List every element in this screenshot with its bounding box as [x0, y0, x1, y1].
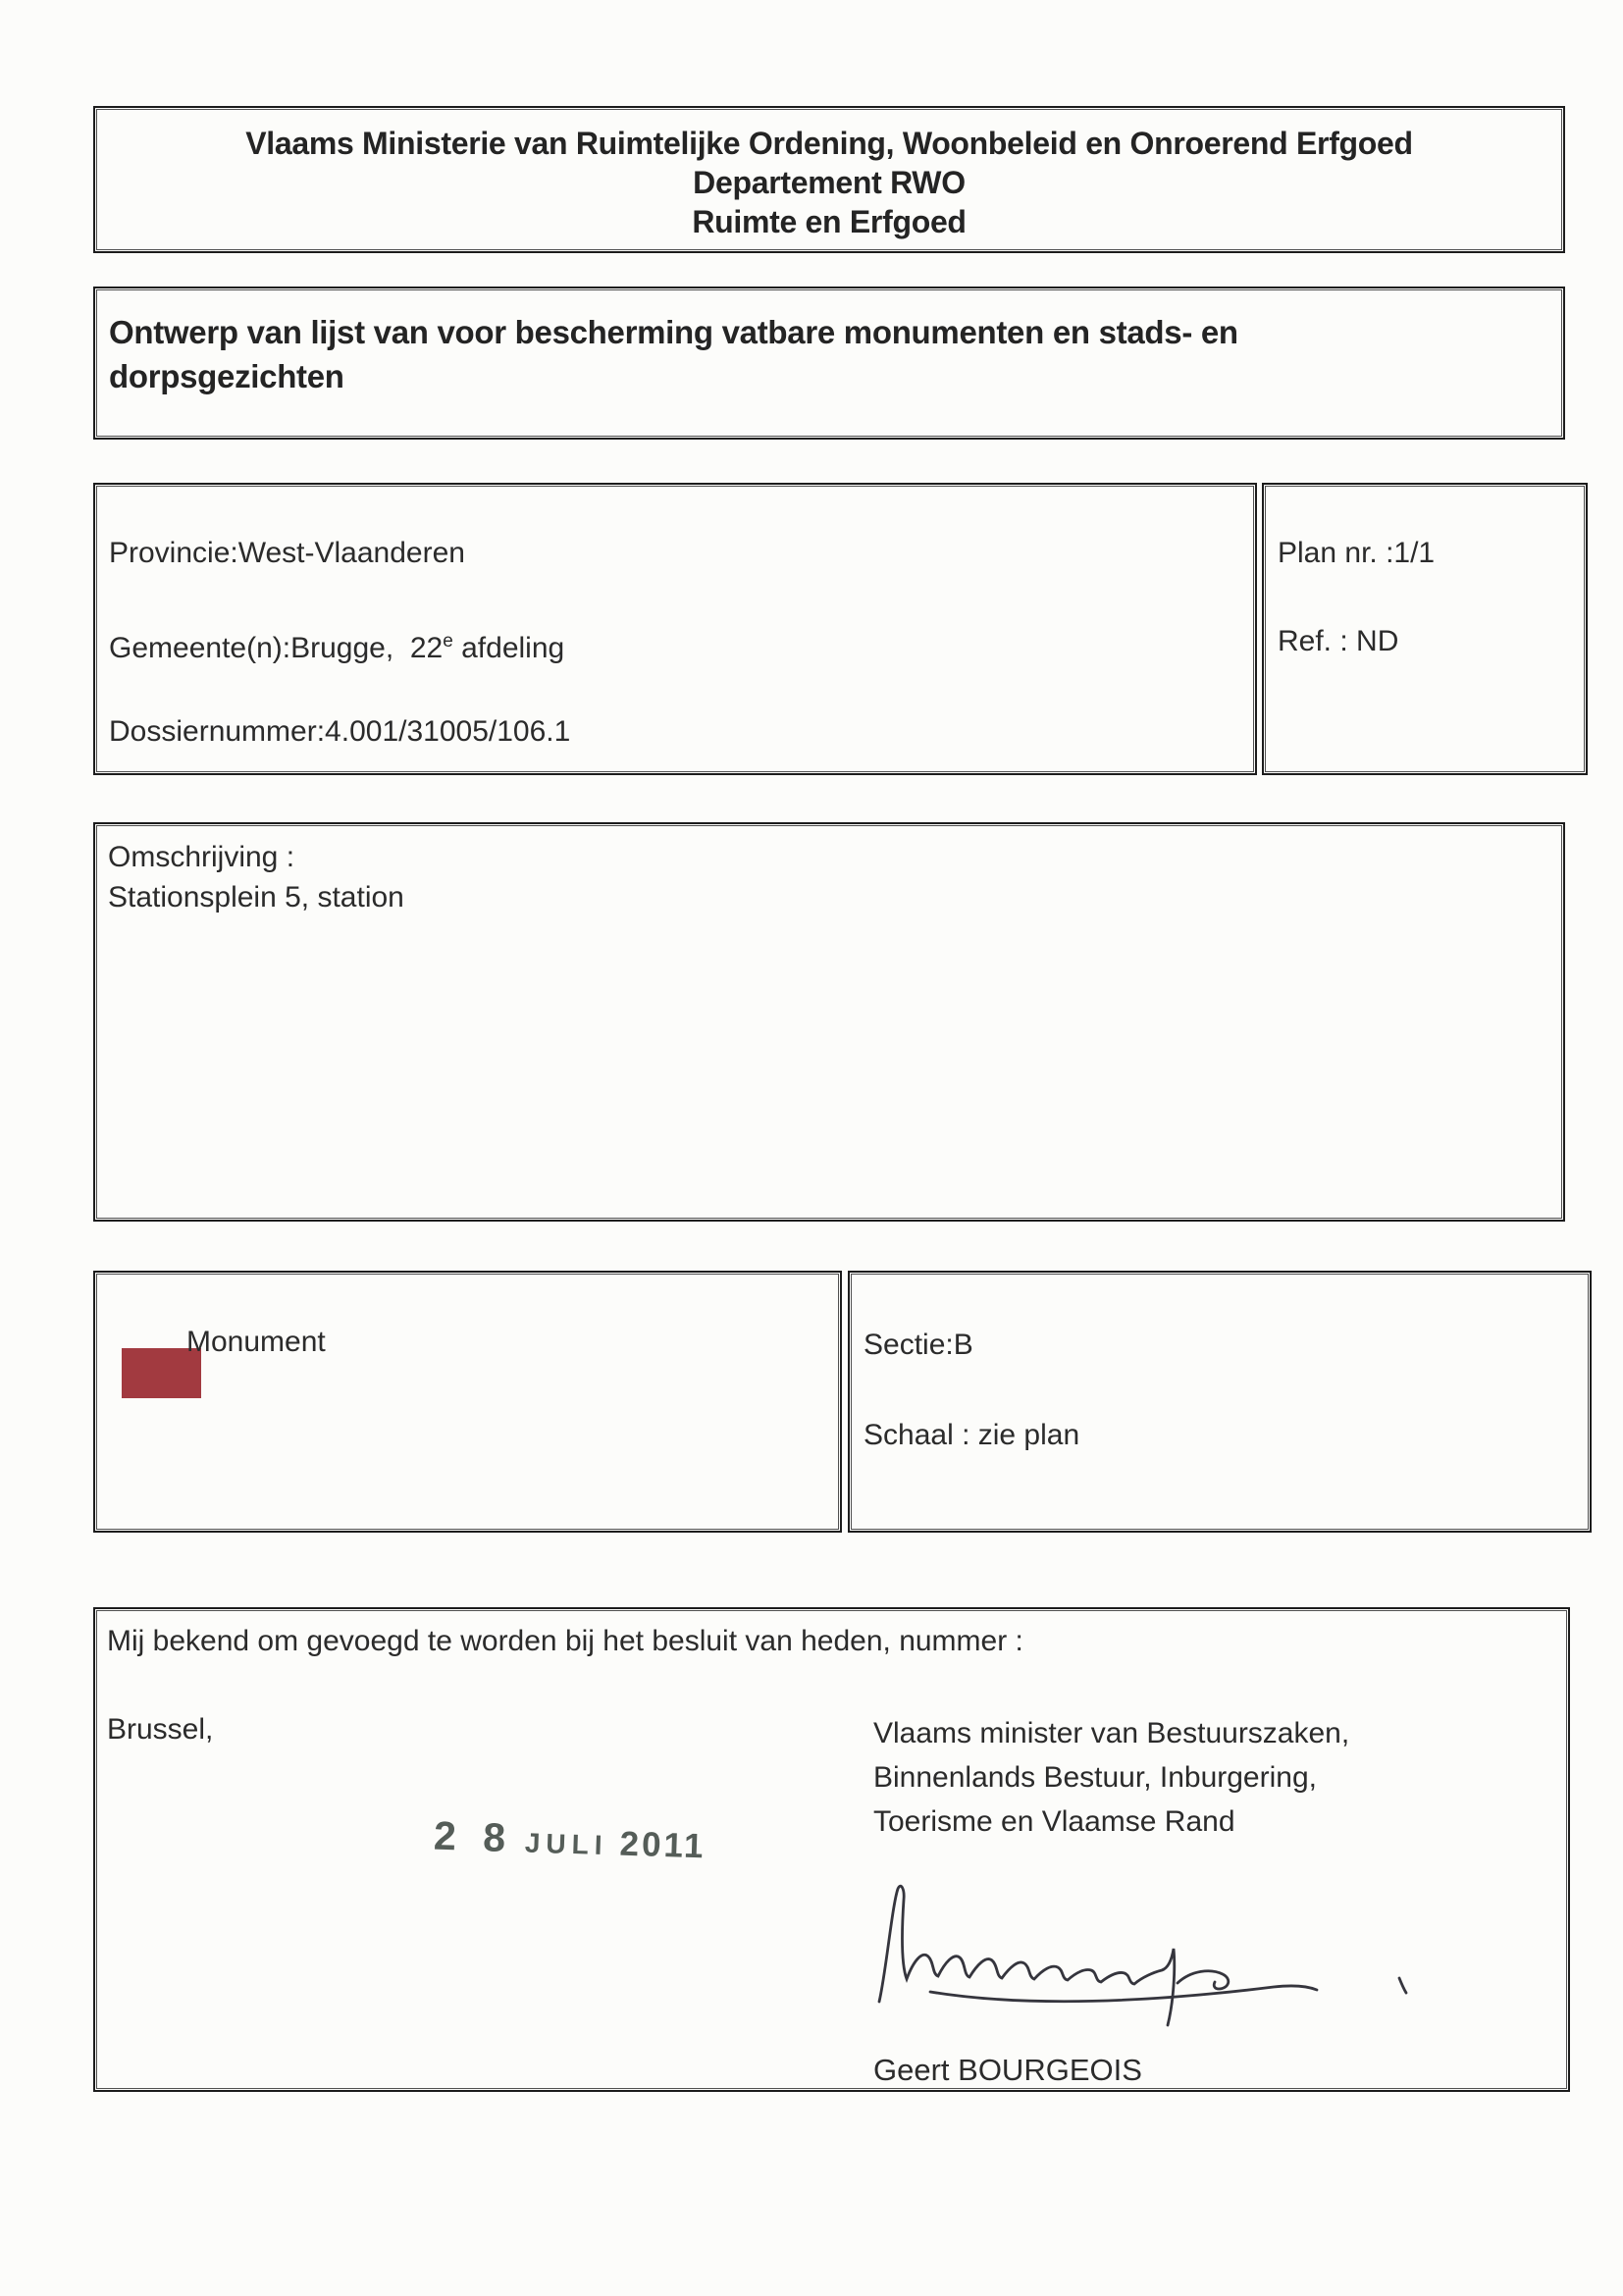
gemeente-superscript: e — [443, 631, 453, 652]
plan-ref-box — [1262, 483, 1588, 775]
plan-nr-row: Plan nr. :1/1 — [1278, 537, 1436, 569]
signer-name: Geert BOURGEOIS — [873, 2053, 1142, 2087]
minister-title-line3: Toerisme en Vlaamse Rand — [873, 1805, 1235, 1838]
date-stamp — [433, 1813, 707, 1868]
stamp-day: 2 8 — [433, 1812, 514, 1861]
location-details-box — [93, 483, 1257, 775]
signature-scribble — [879, 1886, 1229, 2025]
division-name: Ruimte en Erfgoed — [692, 204, 967, 239]
ministry-header-box — [93, 106, 1565, 253]
statement-text: Mij bekend om gevoegd te worden bij het besluit van heden, nummer : — [107, 1625, 1023, 1657]
dossiernummer-row: Dossiernummer:4.001/31005/106.1 — [109, 715, 571, 748]
stamp-year: 2011 — [618, 1824, 707, 1866]
minister-title-line1: Vlaams minister van Bestuurszaken, — [873, 1717, 1350, 1749]
document-title-box — [93, 287, 1565, 440]
city-text: Brussel, — [107, 1713, 214, 1746]
minister-title-line2: Binnenlands Bestuur, Inburgering, — [873, 1761, 1317, 1794]
document-title-line1: Ontwerp van lijst van voor bescherming vatbare monumenten en stads- en — [109, 314, 1238, 350]
monument-legend-box — [93, 1271, 842, 1533]
gemeente-suffix: afdeling — [452, 632, 565, 664]
signature-image — [873, 1882, 1423, 2029]
department-name: Departement RWO — [693, 165, 966, 200]
omschrijving-label: Omschrijving : — [108, 841, 295, 873]
signature-block-box — [93, 1607, 1570, 2092]
sectie-schaal-box — [848, 1271, 1592, 1533]
gemeente-row — [109, 624, 564, 666]
provincie-row: Provincie:West-Vlaanderen — [109, 537, 465, 569]
ref-row: Ref. : ND — [1278, 625, 1399, 657]
ministry-name: Vlaams Ministerie van Ruimtelijke Ordening, Woonbeleid en Onroerend Erfgoed — [245, 126, 1413, 161]
sectie-row: Sectie:B — [864, 1329, 973, 1361]
signature-underline — [930, 1986, 1317, 2002]
document-title-line2: dorpsgezichten — [109, 358, 344, 394]
gemeente-text: Gemeente(n):Brugge, 22 — [109, 632, 444, 664]
omschrijving-box — [93, 822, 1565, 1222]
schaal-row: Schaal : zie plan — [864, 1419, 1080, 1451]
omschrijving-value: Stationsplein 5, station — [108, 881, 404, 913]
signature-tick — [1399, 1978, 1406, 1993]
stamp-month: JULI — [524, 1827, 609, 1861]
minister-title — [873, 1711, 1349, 1844]
monument-label: Monument — [186, 1326, 326, 1358]
